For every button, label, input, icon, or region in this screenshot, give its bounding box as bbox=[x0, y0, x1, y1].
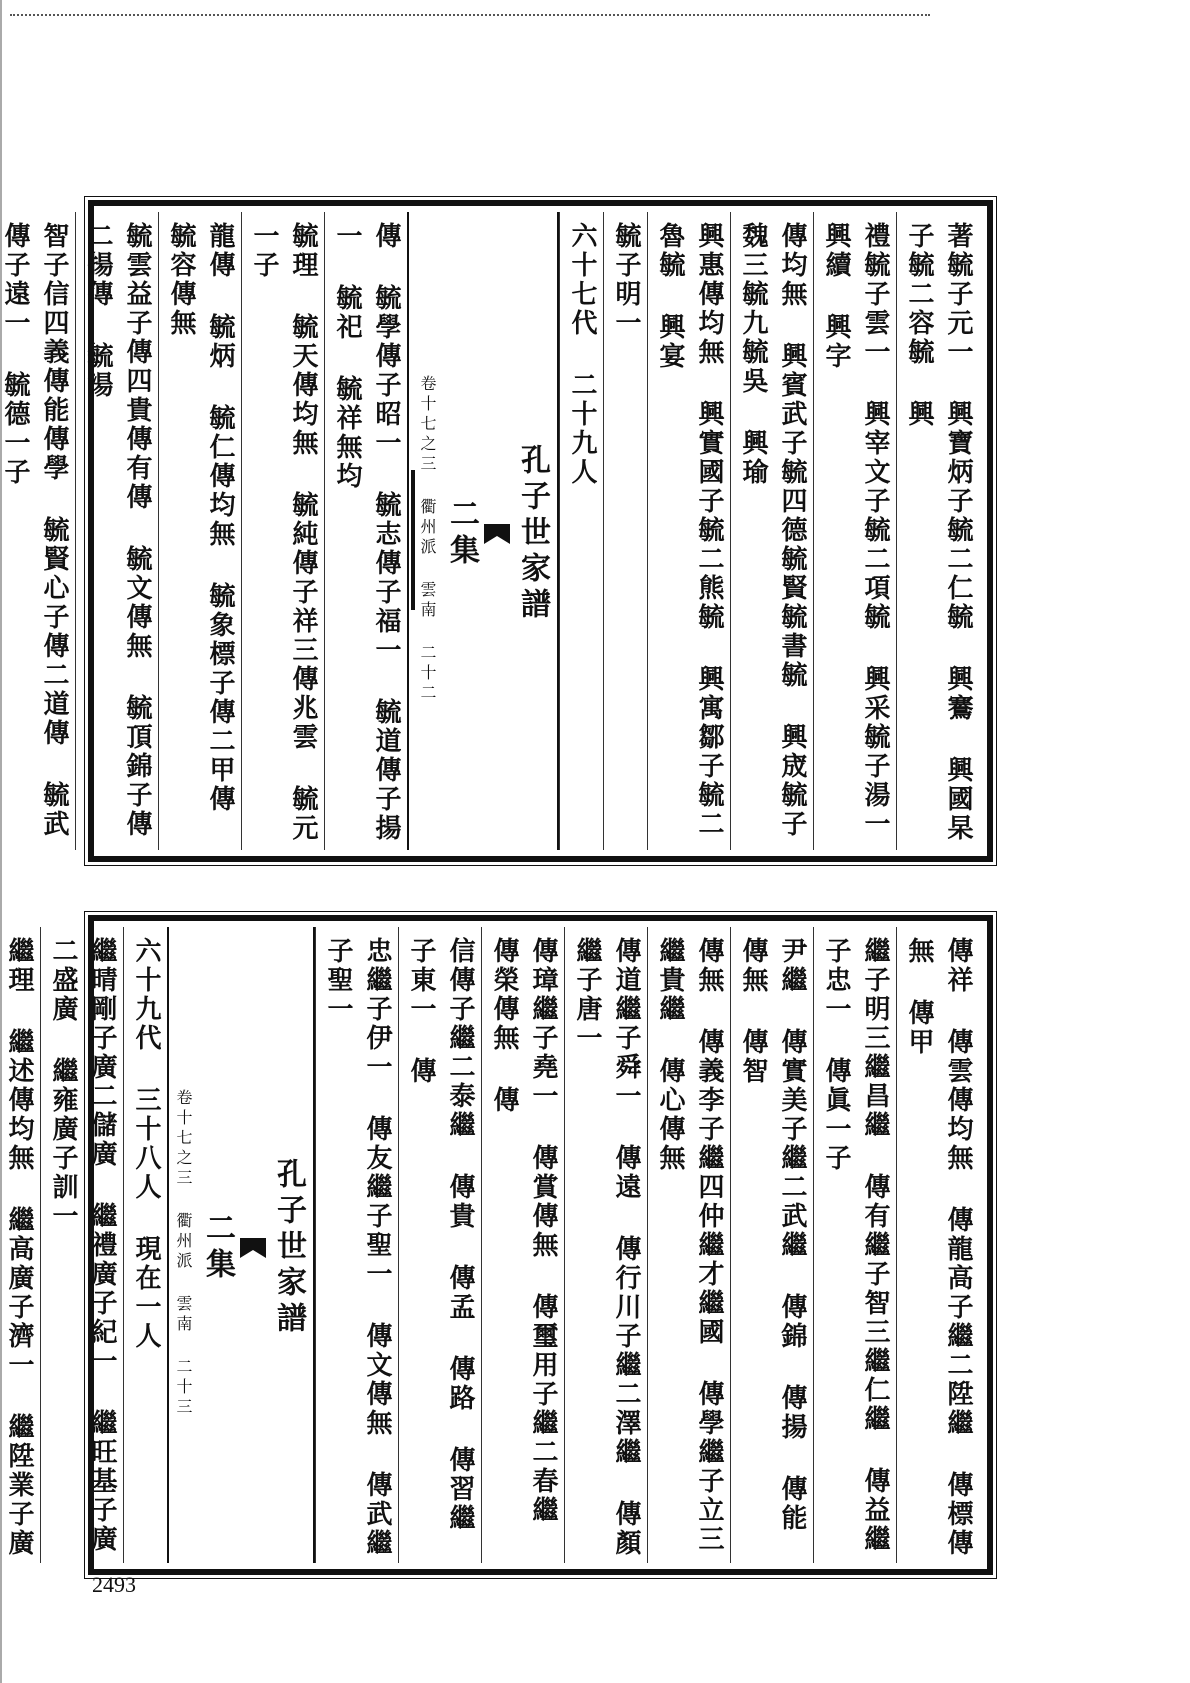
text-column: 毓理 毓天傳均無 毓純傳子祥三傳兆雲 毓元一子 bbox=[241, 212, 324, 850]
book-title: 孔子世家譜 bbox=[515, 444, 550, 624]
generation-heading: 六十七代 二十九人 bbox=[559, 212, 603, 850]
text-column: 毓子明一 bbox=[603, 212, 647, 850]
text-column: 傳均無 興賓武子毓四德毓賢毓書毓 興宬毓子魏三毓九毓吳 興瑜 bbox=[730, 212, 813, 850]
page-number: 2493 bbox=[92, 1572, 136, 1597]
fishtail-marker-icon bbox=[484, 524, 510, 544]
text-column: 忠繼子伊一 傳友繼子聖一 傳文傳無 傳武繼子聖一 bbox=[315, 927, 398, 1563]
text-column: 傳無 傳義李子繼四仲繼才繼國 傳學繼子立三繼貴繼 傳心傳無 bbox=[647, 927, 730, 1563]
generation-heading: 六十九代 三十八人 現在一人 bbox=[123, 927, 167, 1563]
text-column: 傳道繼子舜一 傳遠 傳行川子繼二澤繼 傳顏繼子唐一 bbox=[564, 927, 647, 1563]
columns-container-top bbox=[0, 212, 979, 850]
text-column: 信傳子繼二泰繼 傳貴 傳孟 傳路 傳習繼子東一 傳 bbox=[398, 927, 481, 1563]
genealogy-page-top bbox=[0, 200, 993, 862]
volume-branch-page: 卷十七之三 衢州派 雲南 二十三 bbox=[174, 1088, 193, 1418]
text-column: 傳祥 傳雲傳均無 傳龍高子繼二陞繼 傳標傳無 傳甲 bbox=[896, 927, 979, 1563]
book-title: 孔子世家譜 bbox=[271, 1158, 306, 1338]
text-column: 毓雲益子傳四貴傳有傳 毓文傳無 毓頂錦子傳二揚傳 毓湯 bbox=[75, 212, 158, 850]
text-column: 禮毓子雲一 興宰文子毓二項毓 興采毓子湯一 興續 興字 bbox=[813, 212, 896, 850]
text-column: 尹繼 傳實美子繼二武繼 傳錦 傳揚 傳能傳無 傳智 bbox=[730, 927, 813, 1563]
center-title-column bbox=[407, 212, 559, 850]
text-column: 龍傳 毓炳 毓仁傳均無 毓象標子傳二甲傳 毓容傳無 bbox=[158, 212, 241, 850]
text-column: 著毓子元一 興寶炳子毓二仁毓 興鶱 興國杲子毓二容毓 興 bbox=[896, 212, 979, 850]
volume-branch-page: 卷十七之三 衢州派 雲南 二十二 bbox=[418, 374, 437, 704]
columns-container-bottom bbox=[4, 927, 979, 1563]
text-column: 興惠傳均無 興實國子毓二熊毓 興寓鄒子毓二魯毓 興宴 bbox=[647, 212, 730, 850]
text-column: 繼理 繼述傳均無 繼高廣子濟一 繼陞業子廣 bbox=[0, 927, 40, 1563]
genealogy-page-bottom bbox=[4, 915, 993, 1575]
text-column: 繼子明三繼昌繼 傳有繼子智三繼仁繼 傳益繼子忠一 傳眞一子 bbox=[813, 927, 896, 1563]
top-dotted-rule bbox=[10, 14, 930, 19]
text-column: 傳 毓學傳子昭一 毓志傳子福一 毓道傳子揚一 毓祀 毓祥無均 bbox=[324, 212, 407, 850]
center-title-column bbox=[167, 927, 315, 1563]
text-column: 繼晴剛子廣二儲廣 繼禮廣子紀一 繼旺基子廣二盛廣 繼雍廣子訓一 bbox=[40, 927, 123, 1563]
center-rule bbox=[411, 470, 415, 610]
text-column: 傳璋繼子堯一 傳賞傳無 傳璽用子繼二春繼 傳榮傳無 傳 bbox=[481, 927, 564, 1563]
collection-label: 二集 bbox=[200, 1212, 235, 1284]
collection-label: 二集 bbox=[444, 498, 479, 570]
text-column: 智子信四義傳能傳學 毓賢心子傳二道傳 毓武傳子遠一 毓德一子 bbox=[0, 212, 75, 850]
fishtail-marker-icon bbox=[240, 1238, 266, 1258]
